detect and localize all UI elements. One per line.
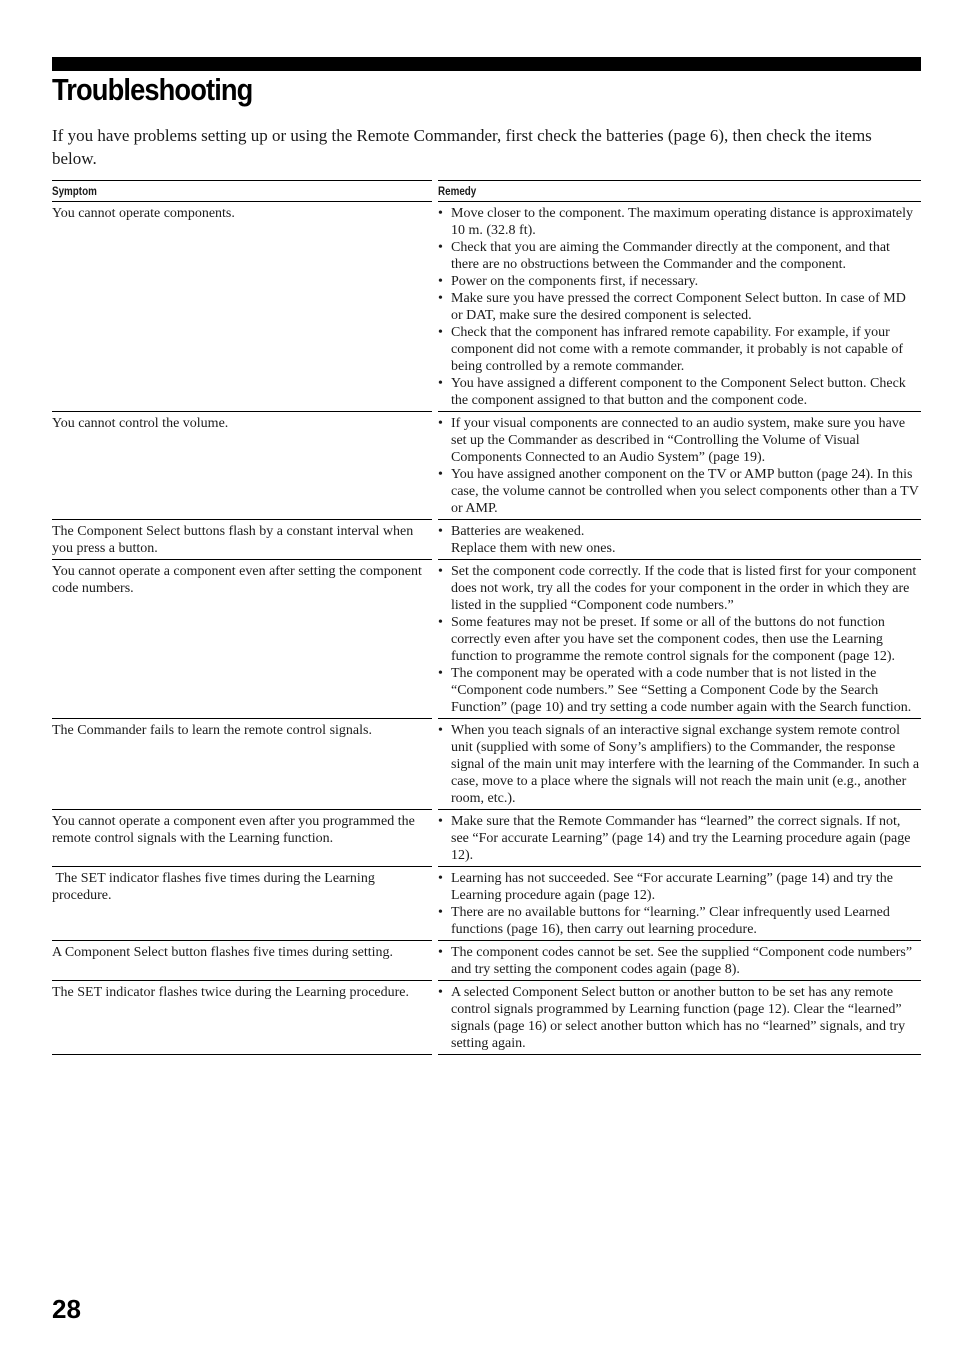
remedy-item: • Check that you are aiming the Commander directly at the component, and that there are no obstructions between the Commander and the component. bbox=[438, 239, 921, 273]
page-title: Troubleshooting bbox=[52, 72, 253, 107]
intro-paragraph: If you have problems setting up or using the Remote Commander, first check the batteries (page 6), then check the items below. bbox=[52, 126, 872, 168]
remedy-item: • A selected Component Select button or another button to be set has any remote control signals programmed by Learning function (page 12). Clear the “learned” signals (page 16) or select another button which has no “learned” signals, and try setting again. bbox=[438, 984, 921, 1052]
table-row bbox=[52, 520, 921, 560]
remedy-list bbox=[438, 523, 921, 540]
remedy-cell bbox=[438, 867, 921, 941]
symptom-text: The Component Select buttons flash by a constant interval when you press a button. bbox=[52, 524, 417, 556]
symptom-cell bbox=[52, 981, 432, 1055]
symptom-text: The SET indicator flashes twice during the Learning procedure. bbox=[52, 985, 410, 1000]
troubleshooting-table bbox=[52, 180, 921, 1055]
symptom-cell bbox=[52, 719, 432, 810]
table-row bbox=[52, 867, 921, 941]
title-rule bbox=[52, 57, 921, 71]
symptom-cell bbox=[52, 520, 432, 560]
symptom-text: You cannot operate a component even after setting the component code numbers. bbox=[52, 564, 426, 596]
remedy-item: • Check that the component has infrared remote capability. For example, if your component did not come with a remote commander, it probably is not capable of being controlled by a remote commander. bbox=[438, 324, 921, 375]
remedy-list bbox=[438, 870, 921, 938]
remedy-item: • If your visual components are connected to an audio system, make sure you have set up the Commander as described in “Controlling the Volume of Visual Components Connected to an Audio System” (page 19). bbox=[438, 415, 921, 466]
remedy-continuation: Replace them with new ones. bbox=[451, 541, 616, 556]
remedy-cell bbox=[438, 981, 921, 1055]
remedy-item: • There are no available buttons for “learning.” Clear infrequently used Learned functions (page 16), then carry out learning procedure. bbox=[438, 904, 921, 938]
remedy-list bbox=[438, 944, 921, 978]
remedy-header-label: Remedy bbox=[438, 184, 477, 198]
symptom-cell bbox=[52, 560, 432, 719]
remedy-list bbox=[438, 984, 921, 1052]
table-row bbox=[52, 719, 921, 810]
remedy-item: • The component codes cannot be set. See the supplied “Component code numbers” and try setting the component codes again (page 8). bbox=[438, 944, 921, 978]
table-row bbox=[52, 941, 921, 981]
remedy-item: • Learning has not succeeded. See “For accurate Learning” (page 14) and try the Learning procedure again (page 12). bbox=[438, 870, 921, 904]
table-row bbox=[52, 810, 921, 867]
symptom-cell bbox=[52, 810, 432, 867]
remedy-item: • Batteries are weakened. bbox=[438, 523, 921, 540]
remedy-item: • Set the component code correctly. If the code that is listed first for your component does not work, try all the codes for your component in the order in which they are listed in the supplied “Component code numbers.” bbox=[438, 563, 921, 614]
remedy-item: • Make sure that the Remote Commander has “learned” the correct signals. If not, see “For accurate Learning” (page 14) and try the Learning procedure again (page 12). bbox=[438, 813, 921, 864]
table-row bbox=[52, 202, 921, 412]
remedy-item: • Some features may not be preset. If some or all of the buttons do not function correctly even after you have set the component codes, then use the Learning function to programme the remote control signals for the component (page 12). bbox=[438, 614, 921, 665]
remedy-header bbox=[438, 180, 921, 202]
remedy-list bbox=[438, 813, 921, 864]
remedy-item: • Power on the components first, if necessary. bbox=[438, 273, 921, 290]
symptom-cell bbox=[52, 412, 432, 520]
remedy-list bbox=[438, 415, 921, 517]
remedy-cell bbox=[438, 202, 921, 412]
symptom-cell bbox=[52, 867, 432, 941]
symptom-text: The Commander fails to learn the remote control signals. bbox=[52, 723, 372, 738]
remedy-item: • Make sure you have pressed the correct Component Select button. In case of MD or DAT, make sure the desired component is selected. bbox=[438, 290, 921, 324]
remedy-cell bbox=[438, 810, 921, 867]
symptom-cell bbox=[52, 941, 432, 981]
remedy-list bbox=[438, 722, 921, 807]
symptom-text: You cannot operate a component even after you programmed the remote control signals with the Learning function. bbox=[52, 814, 419, 846]
table-row bbox=[52, 981, 921, 1055]
table-row bbox=[52, 560, 921, 719]
symptom-text: The SET indicator flashes five times during the Learning procedure. bbox=[52, 871, 379, 903]
remedy-list bbox=[438, 205, 921, 409]
symptom-cell bbox=[52, 202, 432, 412]
table-header bbox=[52, 180, 921, 202]
table-body bbox=[52, 202, 921, 1055]
remedy-item: • You have assigned a different component to the Component Select button. Check the component assigned to that button and the component code. bbox=[438, 375, 921, 409]
symptom-text: A Component Select button flashes five times during setting. bbox=[52, 945, 394, 960]
symptom-text: You cannot control the volume. bbox=[52, 416, 229, 431]
remedy-cell bbox=[438, 520, 921, 560]
symptom-text: You cannot operate components. bbox=[52, 206, 235, 221]
remedy-cell bbox=[438, 560, 921, 719]
remedy-item: • When you teach signals of an interactive signal exchange system remote control unit (supplied with some of Sony’s amplifiers) to the Commander, the response signal of the main unit may interfere with the learning of the Commander. In such a case, move to a place where the signals will not reach the main unit (e.g., another room, etc.). bbox=[438, 722, 921, 807]
remedy-item: • You have assigned another component on the TV or AMP button (page 24). In this case, the volume cannot be controlled when you select components other than a TV or AMP. bbox=[438, 466, 921, 517]
symptom-header-label: Symptom bbox=[52, 184, 97, 198]
symptom-header bbox=[52, 180, 432, 202]
table-row bbox=[52, 412, 921, 520]
remedy-list bbox=[438, 563, 921, 716]
page-number: 28 bbox=[52, 1294, 81, 1324]
remedy-item: • Move closer to the component. The maximum operating distance is approximately 10 m. (32.8 ft). bbox=[438, 205, 921, 239]
remedy-cell bbox=[438, 719, 921, 810]
remedy-item: • The component may be operated with a code number that is not listed in the “Component code numbers.” See “Setting a Component Code by the Search Function” (page 10) and try setting a code number again with the Search function. bbox=[438, 665, 921, 716]
remedy-cell bbox=[438, 412, 921, 520]
remedy-cell bbox=[438, 941, 921, 981]
